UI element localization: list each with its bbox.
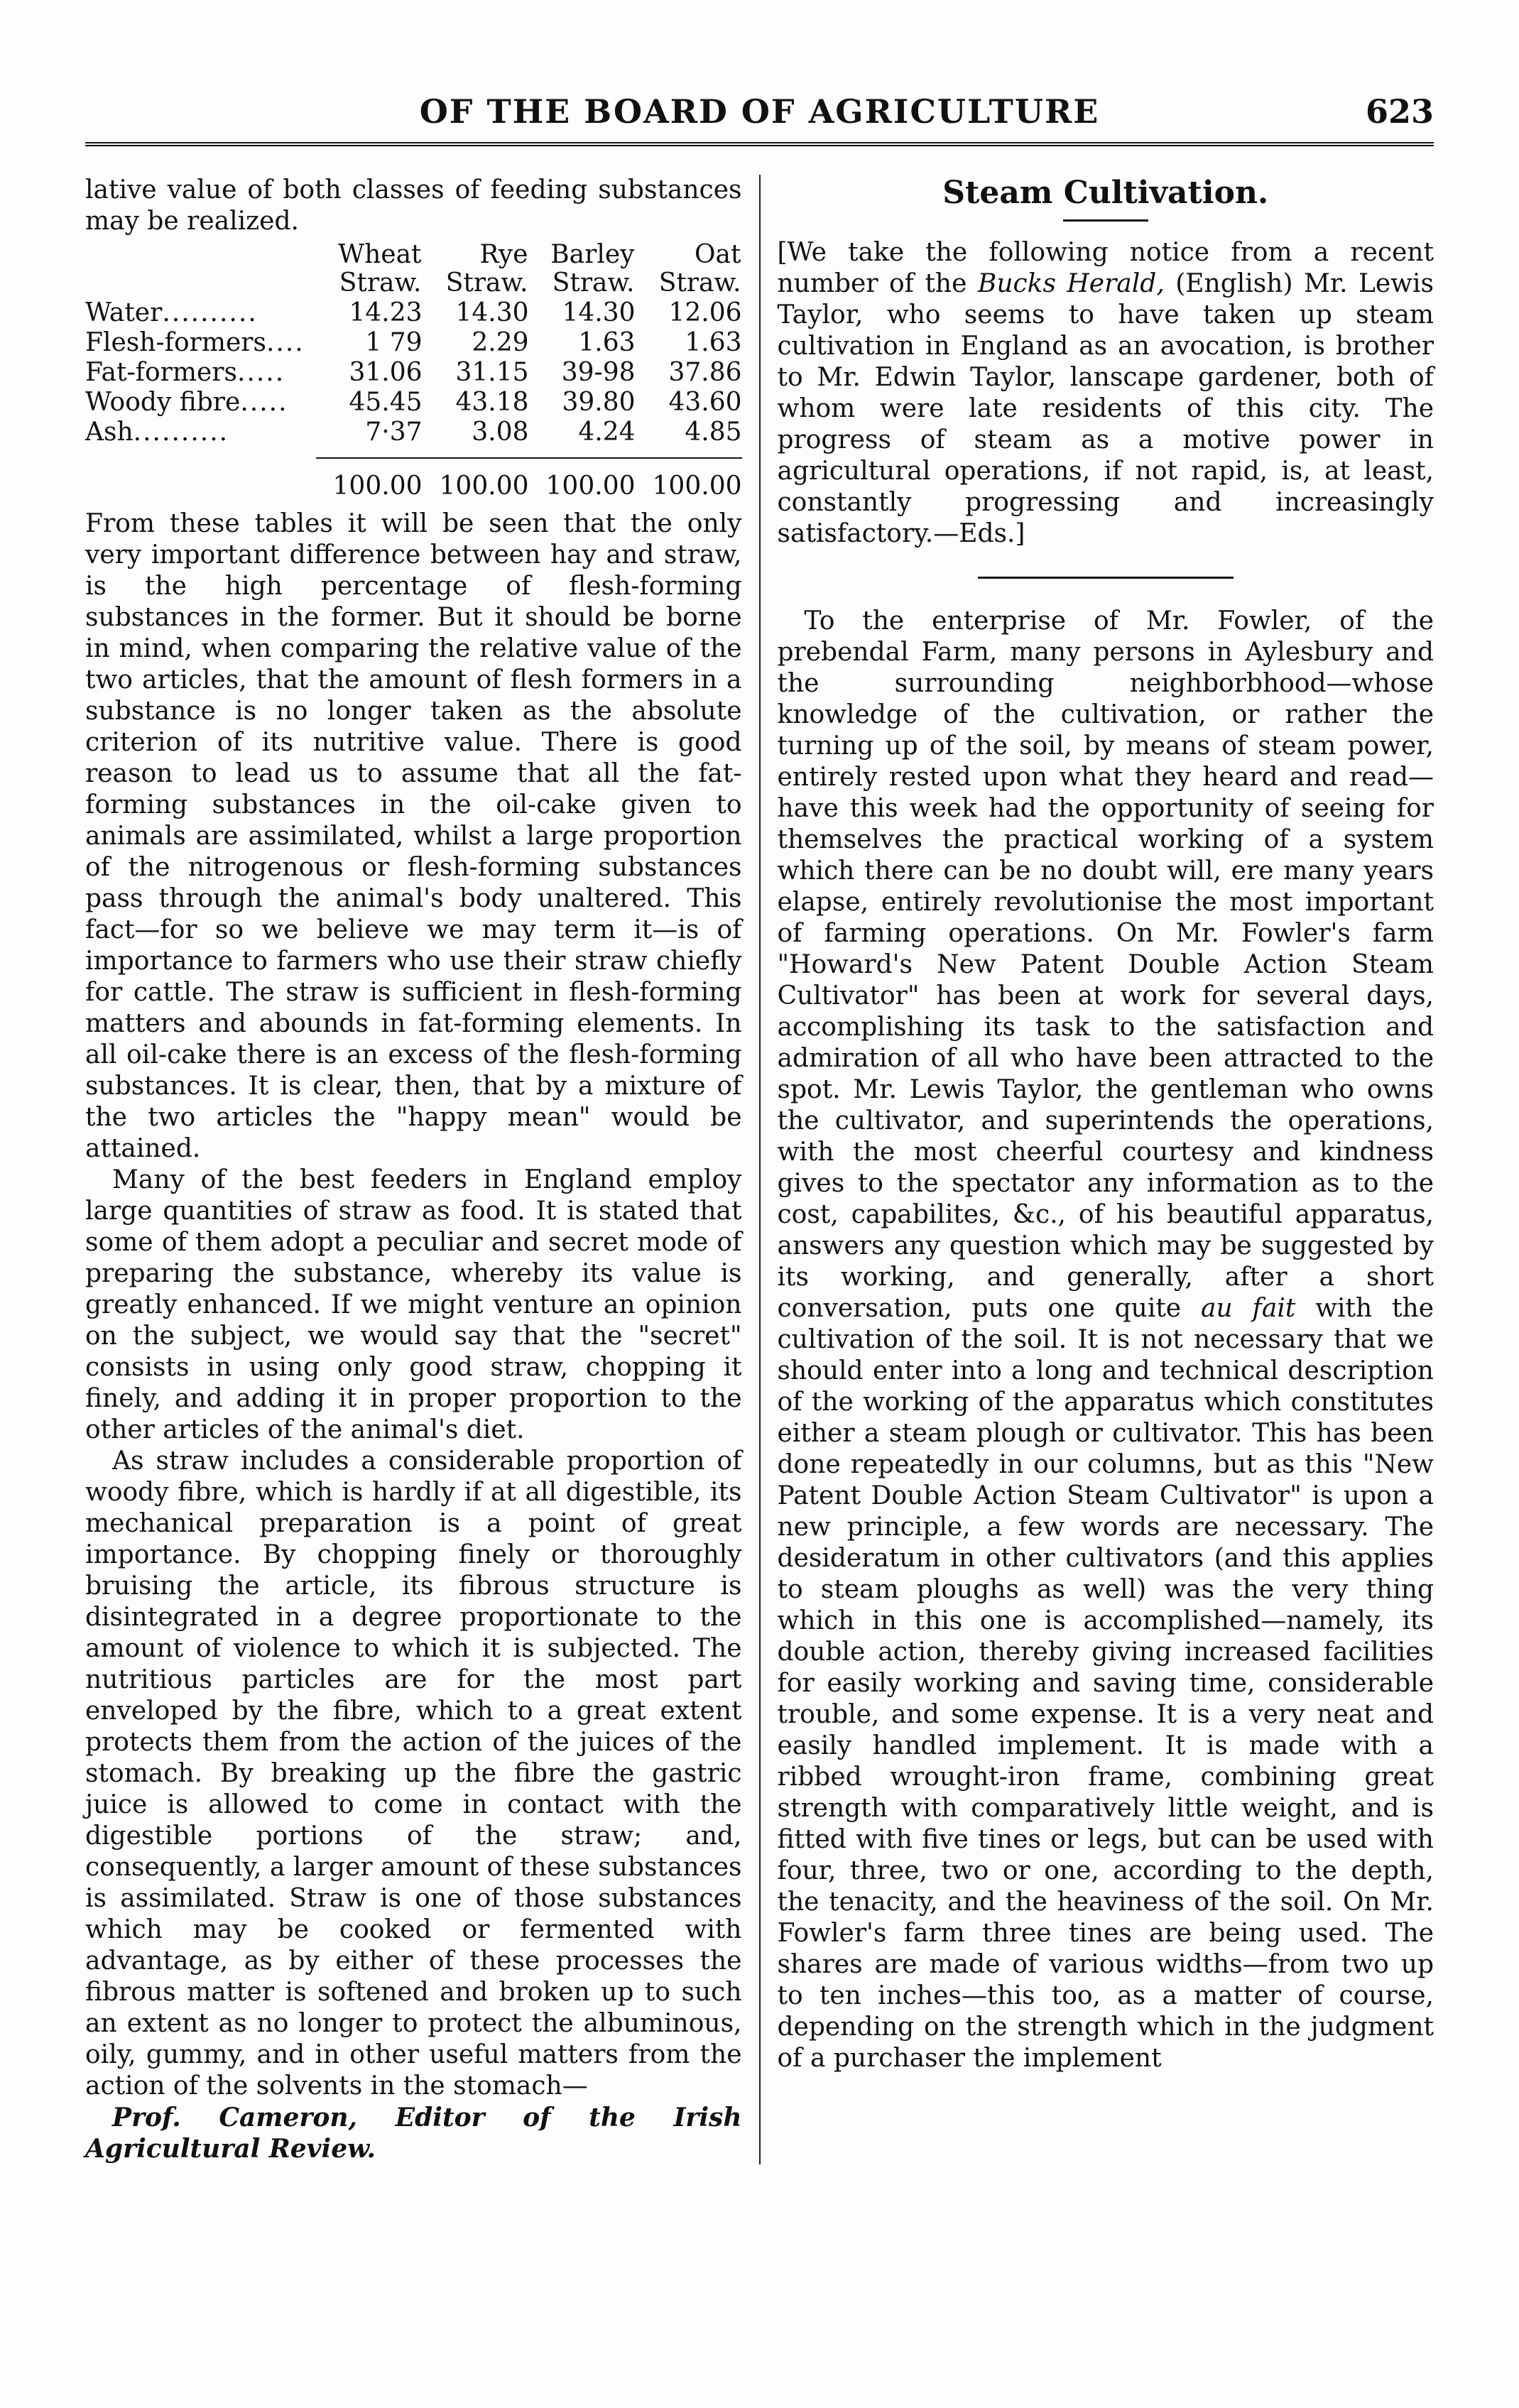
table-row bbox=[85, 418, 742, 447]
right-column bbox=[759, 175, 1434, 2164]
row-label-text: Woody fibre bbox=[85, 388, 241, 417]
table-cell: 14.30 bbox=[562, 298, 636, 327]
sum-rule bbox=[423, 447, 529, 458]
running-head-title: OF THE BOARD OF AGRICULTURE bbox=[419, 92, 1100, 131]
table-cell: 45.45 bbox=[349, 388, 423, 417]
paragraph: From these tables it will be seen that the only very important difference between hay and straw, is the high percentage of flesh-forming substances in the former. But it should be borne in mind, when comparing the relative value of the two articles, that the amount of flesh formers in a substance is no longer taken as the absolute criterion of its nutritive value. There is good reason to lead us to assume that all the fat-forming substances in the oil-cake given to animals are assimilated, whilst a large proportion of the nitrogenous or flesh-forming substances pass through the animal's body unaltered. This fact—for so we believe we may term it—is of importance to farmers who use their straw chiefly for cattle. The straw is sufficient in flesh-forming matters and abounds in fat-forming elements. In all oil-cake there is an excess of the flesh-forming substances. It is clear, then, that by a mixture of the two articles the "happy mean" would be attained. bbox=[85, 509, 742, 1163]
table-cell: 14.30 bbox=[455, 298, 529, 327]
page-number: 623 bbox=[1365, 92, 1434, 131]
table-row bbox=[85, 298, 742, 328]
table-cell: 37.86 bbox=[668, 358, 742, 387]
left-column bbox=[85, 175, 759, 2164]
table-header: Barley Straw. bbox=[550, 240, 635, 298]
dot-leader: ..... bbox=[240, 388, 288, 417]
table-cell: 1.63 bbox=[685, 328, 742, 357]
sum-rule bbox=[316, 447, 423, 458]
row-label bbox=[85, 418, 316, 447]
row-label bbox=[85, 358, 316, 388]
dot-leader: ..... bbox=[236, 358, 285, 387]
signature: Prof. Cameron, Editor of the Irish Agricultural Review. bbox=[85, 2103, 742, 2164]
table-cell: 7·37 bbox=[365, 418, 423, 447]
straw-composition-table bbox=[85, 240, 742, 501]
section-heading: Steam Cultivation. bbox=[942, 175, 1269, 211]
table-total: 100.00 bbox=[545, 472, 636, 501]
row-label bbox=[85, 328, 316, 358]
table-cell: 39-98 bbox=[561, 358, 636, 387]
editorial-note bbox=[778, 237, 1434, 550]
heading-rule bbox=[1063, 219, 1148, 222]
table-header: Oat Straw. bbox=[658, 240, 741, 298]
table-cell: 43.60 bbox=[668, 388, 742, 417]
sum-rule bbox=[636, 447, 742, 458]
table-row bbox=[85, 328, 742, 358]
row-label bbox=[85, 298, 316, 328]
table-cell: 4.24 bbox=[578, 418, 636, 447]
table-rule-row bbox=[85, 447, 742, 458]
table-cell: 4.85 bbox=[685, 418, 742, 447]
table-header-row bbox=[85, 240, 742, 298]
table-total: 100.00 bbox=[332, 472, 423, 501]
table-cell: 31.06 bbox=[349, 358, 423, 387]
row-label bbox=[85, 388, 316, 418]
table-cell: 3.08 bbox=[472, 418, 529, 447]
table-header: Wheat Straw. bbox=[338, 240, 422, 298]
row-label-text: Flesh-formers bbox=[85, 328, 266, 357]
table-cell: 14.23 bbox=[349, 298, 423, 327]
table-total-row bbox=[85, 458, 742, 501]
body-text: with the cultivation of the soil. It is not necessary that we should enter into a long and technical description of the working of the apparatus which constitutes either a steam plough or cultivator. This has been done repeatedly in our columns, but as this "New Patent Double Action Steam Cultivator" is upon a new principle, a few words are necessary. The desideratum in other cultivators (and this applies to steam ploughs as well) was the very thing which in this one is accomplished—namely, its double action, thereby giving increased facilities for easily working and saving time, considerable trouble, and some expense. It is a very neat and easily handled implement. It is made with a ribbed wrought-iron frame, combining great strength with comparatively little weight, and is fitted with five tines or legs, but can be used with four, three, two or one, according to the depth, the tenacity, and the heaviness of the soil. On Mr. Fowler's farm three tines are being used. The shares are made of various widths—from two up to ten inches—this too, as a matter of course, depending on the strength which in the judgment of a purchaser the implement bbox=[777, 1294, 1434, 2073]
columns bbox=[85, 175, 1434, 2164]
paragraph-intro: lative value of both classes of feeding substances may be realized. bbox=[85, 175, 742, 236]
dot-leader: .......... bbox=[162, 298, 258, 327]
sum-rule bbox=[529, 447, 636, 458]
total-spacer bbox=[85, 458, 316, 501]
newspaper-name: Bucks Herald, bbox=[977, 269, 1165, 298]
intro-text-before: [We take the following notice from a recent number of the bbox=[777, 238, 1434, 298]
section-divider bbox=[978, 577, 1234, 579]
table-cell: 43.18 bbox=[455, 388, 529, 417]
table-total: 100.00 bbox=[652, 472, 742, 501]
running-head bbox=[85, 92, 1434, 146]
table-row bbox=[85, 388, 742, 418]
dot-leader: .......... bbox=[133, 418, 229, 447]
table-cell: 31.15 bbox=[455, 358, 529, 387]
table-cell: 39.80 bbox=[562, 388, 636, 417]
rule-spacer bbox=[85, 447, 316, 458]
italic-phrase: au fait bbox=[1201, 1294, 1296, 1323]
row-label-text: Ash bbox=[85, 418, 134, 447]
table-cell: 1 79 bbox=[365, 328, 423, 357]
table-cell: 1.63 bbox=[578, 328, 636, 357]
paragraph: As straw includes a considerable proportion of woody fibre, which is hardly if at all digestible, its mechanical preparation is a point of great importance. By chopping finely or thoroughly bruising the article, its fibrous structure is disintegrated in a degree proportionate to the amount of violence to which it is subjected. The nutritious particles are for the most part enveloped by the fibre, which to a great extent protects them from the action of the juices of the stomach. By breaking up the fibre the gastric juice is allowed to come in contact with the digestible portions of the straw; and, consequently, a larger amount of these substances is assimilated. Straw is one of those substances which may be cooked or fermented with advantage, as by either of these processes the fibrous matter is softened and broken up to such an extent as no longer to protect the albuminous, oily, gummy, and in other useful matters from the action of the solvents in the stomach— bbox=[85, 1447, 742, 2101]
table-corner bbox=[85, 240, 316, 298]
intro-text-after: (English) Mr. Lewis Taylor, who seems to have taken up steam cultivation in England as an avocation, is brother to Mr. Edwin Taylor, lanscape gardener, both of whom were late residents of this city. The progress of steam as a motive power in agricultural operations, if not rapid, is, at least, constantly progressing and increasingly satisfactory.—Eds.] bbox=[777, 269, 1434, 548]
body-text: To the enterprise of Mr. Fowler, of the prebendal Farm, many persons in Aylesbury and the surrounding neighborbhood—whose knowledge of the cultivation, or rather the turning up of the soil, by means of steam power, entirely rested upon what they heard and read—have this week had the opportunity of seeing for themselves the practical working of a system which there can be no doubt will, ere many years elapse, entirely revolutionise the most important of farming operations. On Mr. Fowler's farm "Howard's New Patent Double Action Steam Cultivator" has been at work for several days, accomplishing its task to the satisfaction and admiration of all who have been attracted to the spot. Mr. Lewis Taylor, the gentleman who owns the cultivator, and superintends the operations, with the most cheerful courtesy and kindness gives to the spectator any information as to the cost, capabilites, &c., of his beautiful apparatus, answers any question which may be suggested by its working, and generally, after a short conversation, puts one quite bbox=[777, 606, 1434, 1323]
table-total: 100.00 bbox=[439, 472, 529, 501]
table-header: Rye Straw. bbox=[445, 240, 528, 298]
editorial-note-text bbox=[778, 237, 1434, 550]
paragraph: Many of the best feeders in England employ large quantities of straw as food. It is stated that some of them adopt a peculiar and secret mode of preparing the substance, whereby its value is greatly enhanced. If we might venture an opinion on the subject, we would say that the "secret" consists in using only good straw, chopping it finely, and adding it in proper proportion to the other articles of the animal's diet. bbox=[85, 1165, 742, 1444]
table-cell: 12.06 bbox=[668, 298, 742, 327]
table-cell: 2.29 bbox=[472, 328, 529, 357]
table-row bbox=[85, 358, 742, 388]
row-label-text: Fat-formers bbox=[85, 358, 237, 387]
dot-leader: .... bbox=[266, 328, 305, 357]
paragraph bbox=[778, 606, 1434, 2074]
row-label-text: Water bbox=[85, 298, 163, 327]
